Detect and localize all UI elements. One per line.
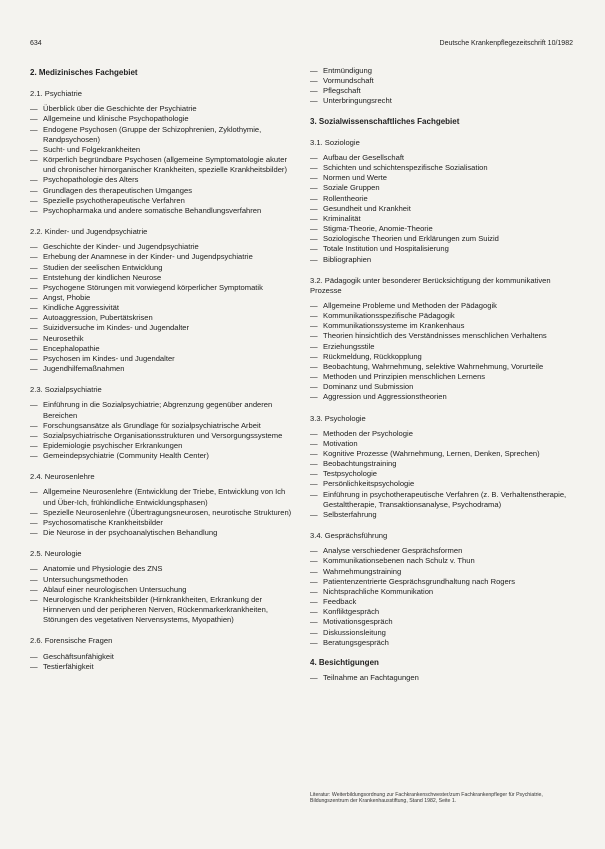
list-item-text: Geschichte der Kinder- und Jugendpsychiatrie (43, 242, 199, 252)
list-item (310, 76, 574, 86)
subsection-heading: 2.1. Psychiatrie (30, 89, 82, 99)
list-item-text: Diskussionsleitung (323, 627, 386, 637)
subsection-heading: 3.4. Gesprächsführung (310, 531, 388, 541)
list-item (30, 175, 292, 185)
list-item (310, 66, 574, 76)
subsection (310, 138, 574, 265)
list-item-text: Beobachtung, Wahrnehmung, selektive Wahrnehmung, Vorurteile (323, 361, 544, 371)
list-item (30, 196, 292, 206)
list-item-text: Aufbau der Gesellschaft (323, 152, 405, 162)
list-item-text: Forschungsansätze als Grundlage für sozialpsychiatrische Arbeit (43, 420, 261, 430)
subsection-heading: 2.6. Forensische Fragen (30, 636, 113, 646)
list-item (310, 255, 574, 265)
list-item (310, 183, 574, 193)
dash-bullet: — (310, 546, 318, 556)
left-column (30, 68, 292, 672)
list-item (310, 331, 574, 341)
dash-bullet: — (30, 242, 38, 252)
list-item-text: Bibliographien (323, 254, 372, 264)
dash-bullet: — (30, 262, 38, 272)
list-item (310, 204, 574, 214)
dash-bullet: — (310, 254, 318, 264)
list-item (310, 342, 574, 352)
subsection-heading: 3.1. Soziologie (310, 137, 360, 147)
dash-bullet: — (30, 507, 38, 517)
list-item (30, 263, 292, 273)
dash-bullet: — (310, 479, 318, 489)
list-item (310, 449, 574, 459)
list-item (310, 587, 574, 597)
dash-bullet: — (310, 96, 318, 106)
list-item-text: Analyse verschiedener Gesprächsformen (323, 546, 463, 556)
dash-bullet: — (310, 163, 318, 173)
list-item (30, 186, 292, 196)
dash-bullet: — (30, 114, 38, 124)
footnote: Literatur: Weiterbildungsordnung zur Fachkrankenschwester/zum Fachkrankenpfleger für Psychiatrie, Bildungszentrum der Krankenhausstiftung, Stand 1982, Seite 1. (310, 792, 543, 805)
dash-bullet: — (30, 420, 38, 430)
list-item (310, 96, 574, 106)
list-item-text: Psychosen im Kindes- und Jugendalter (43, 353, 175, 363)
list-item (30, 585, 292, 595)
dash-bullet: — (30, 252, 38, 262)
dash-bullet: — (310, 509, 318, 519)
list-item (30, 206, 292, 216)
list-item (310, 86, 574, 96)
list-item (30, 125, 292, 145)
subsection-heading: 3.2. Pädagogik unter besonderer Berücksichtigung der kommunikativen Prozesse (310, 275, 551, 295)
dash-bullet: — (310, 244, 318, 254)
list-item (310, 597, 574, 607)
dash-bullet: — (310, 152, 318, 162)
list-item (310, 163, 574, 173)
list-item (310, 469, 574, 479)
list-item-text: Geschäftsunfähigkeit (43, 651, 114, 661)
list-item (30, 293, 292, 303)
subsection (30, 385, 292, 461)
subsection-heading: 3.3. Psychologie (310, 413, 366, 423)
dash-bullet: — (310, 234, 318, 244)
list-item-text: Motivationsgespräch (323, 617, 393, 627)
dash-bullet: — (30, 175, 38, 185)
dash-bullet: — (310, 597, 318, 607)
list-item-text: Testierfähigkeit (43, 661, 94, 671)
dash-bullet: — (310, 224, 318, 234)
list-item-text: Kommunikationsspezifische Pädagogik (323, 311, 455, 321)
dash-bullet: — (310, 86, 318, 96)
list-item (30, 575, 292, 585)
list-item-text: Entstehung der kindlichen Neurose (43, 272, 162, 282)
list-item-text: Angst, Phobie (43, 292, 91, 302)
dash-bullet: — (30, 185, 38, 195)
list-item (310, 607, 574, 617)
list-item (310, 352, 574, 362)
list-item-text: Kognitive Prozesse (Wahrnehmung, Lernen, Denken, Sprechen) (323, 449, 540, 458)
list-item-text: Ablauf einer neurologischen Untersuchung (43, 584, 187, 594)
dash-bullet: — (30, 272, 38, 282)
list-item (310, 459, 574, 469)
list-item-text: Patientenzentrierte Gesprächsgrundhaltung nach Rogers (323, 576, 516, 586)
right-column (310, 66, 574, 683)
list-item-text: Erhebung der Anamnese in der Kinder- und Jugendpsychiatrie (43, 252, 253, 262)
list-item-text: Kriminalität (323, 213, 361, 223)
list-item (30, 441, 292, 451)
list-item-text: Suizidversuche im Kindes- und Jugendalter (43, 323, 190, 333)
list-item-text: Allgemeine Probleme und Methoden der Pädagogik (323, 300, 497, 310)
list-item-text: Teilnahme an Fachtagungen (323, 672, 419, 682)
dash-bullet: — (310, 459, 318, 469)
list-item (310, 546, 574, 556)
dash-bullet: — (310, 331, 318, 341)
dash-bullet: — (310, 341, 318, 351)
list-item-text: Soziologische Theorien und Erklärungen zum Suizid (323, 234, 499, 244)
subsection (310, 531, 574, 648)
list-item (310, 490, 574, 510)
list-item (310, 362, 574, 372)
list-item-text: Entmündigung (323, 66, 372, 75)
running-header: Deutsche Krankenpflegezeitschrift 10/1982 (439, 40, 573, 47)
dash-bullet: — (310, 193, 318, 203)
list-item-text: Stigma-Theorie, Anomie-Theorie (323, 224, 433, 234)
dash-bullet: — (30, 313, 38, 323)
list-item (30, 508, 292, 518)
dash-bullet: — (310, 469, 318, 479)
list-item (310, 173, 574, 183)
list-item (30, 303, 292, 313)
list-item (30, 104, 292, 114)
list-item (30, 595, 292, 625)
subsection (310, 414, 574, 521)
dash-bullet: — (30, 400, 38, 410)
dash-bullet: — (310, 203, 318, 213)
list-item (310, 617, 574, 627)
dash-bullet: — (310, 449, 318, 458)
list-item (30, 242, 292, 252)
list-item (30, 400, 292, 420)
list-item (30, 283, 292, 293)
list-item (30, 323, 292, 333)
subsection (310, 276, 574, 403)
list-item (310, 439, 574, 449)
list-item (30, 431, 292, 441)
list-item-text: Körperlich begründbare Psychosen (allgemeine Symptomatologie akuter und chronischer hirnorganischer Krankheiten, spezielle Krankheitsbilder) (43, 155, 287, 175)
list-item-text: Psychopathologie des Alters (43, 175, 139, 185)
list-item (310, 510, 574, 520)
dash-bullet: — (30, 430, 38, 440)
list-item (310, 321, 574, 331)
list-item-text: Psychosomatische Krankheitsbilder (43, 517, 163, 527)
dash-bullet: — (310, 617, 318, 627)
section-title-4: 4. Besichtigungen (310, 657, 379, 667)
continued-list (310, 66, 574, 107)
list-item-text: Testpsychologie (323, 469, 378, 479)
list-item-text: Normen und Werte (323, 173, 388, 183)
list-item (30, 155, 292, 175)
list-item (310, 244, 574, 254)
dash-bullet: — (30, 205, 38, 215)
dash-bullet: — (30, 564, 38, 574)
dash-bullet: — (30, 353, 38, 363)
list-item-text: Allgemeine und klinische Psychopathologie (43, 114, 189, 124)
subsection (30, 472, 292, 538)
list-item-text: Aggression und Aggressionstheorien (323, 392, 447, 402)
list-item-text: Kindliche Aggressivität (43, 303, 119, 313)
list-item (310, 153, 574, 163)
dash-bullet: — (310, 586, 318, 596)
list-item (30, 273, 292, 283)
list-item-text: Persönlichkeitspsychologie (323, 479, 415, 489)
dash-bullet: — (30, 441, 38, 450)
list-item-text: Spezielle psychotherapeutische Verfahren (43, 195, 185, 205)
subsection (30, 227, 292, 374)
list-item-text: Jugendhilfemaßnahmen (43, 364, 125, 374)
list-item (30, 518, 292, 528)
list-item (310, 673, 574, 683)
dash-bullet: — (310, 372, 318, 382)
list-item-text: Erziehungsstile (323, 341, 375, 351)
list-item (310, 301, 574, 311)
page-number: 634 (30, 40, 42, 47)
dash-bullet: — (30, 528, 38, 538)
list-item (310, 194, 574, 204)
list-item (30, 451, 292, 461)
subsection (30, 636, 292, 671)
dash-bullet: — (310, 428, 318, 438)
list-item-text: Beratungsgespräch (323, 637, 389, 647)
list-item (30, 487, 292, 507)
list-item-text: Methoden der Psychologie (323, 428, 413, 438)
section-4-list (310, 673, 574, 683)
dash-bullet: — (30, 333, 38, 343)
list-item-text: Sozialpsychiatrische Organisationsstrukturen und Versorgungssysteme (43, 430, 283, 440)
dash-bullet: — (310, 566, 318, 576)
dash-bullet: — (30, 364, 38, 374)
list-item (30, 313, 292, 323)
dash-bullet: — (30, 517, 38, 527)
list-item-text: Beobachtungstraining (323, 459, 397, 469)
section-title-2: 2. Medizinisches Fachgebiet (30, 68, 138, 77)
dash-bullet: — (310, 392, 318, 402)
dash-bullet: — (310, 311, 318, 321)
list-item-text: Anatomie und Physiologie des ZNS (43, 564, 163, 574)
dash-bullet: — (30, 195, 38, 205)
subsection-heading: 2.4. Neurosenlehre (30, 472, 95, 482)
list-item-text: Dominanz und Submission (323, 382, 414, 392)
dash-bullet: — (310, 607, 318, 617)
dash-bullet: — (30, 574, 38, 584)
list-item-text: Kommunikationsebenen nach Schulz v. Thun (323, 556, 475, 566)
list-item-text: Neurologische Krankheitsbilder (Hirnkrankheiten, Erkrankung der Hirnnerven und der peripheren Nerven, Rückenmarkerkrankheiten, Störungen des vegetativen Nervensystems, Myopathien) (43, 594, 268, 625)
dash-bullet: — (30, 651, 38, 661)
list-item (30, 145, 292, 155)
list-item (310, 372, 574, 382)
list-item (310, 429, 574, 439)
list-item-text: Gemeindepsychiatrie (Community Health Center) (43, 451, 209, 461)
list-item-text: Autoaggression, Pubertätskrisen (43, 313, 153, 323)
dash-bullet: — (310, 361, 318, 371)
list-item (310, 234, 574, 244)
list-item-text: Motivation (323, 438, 358, 448)
dash-bullet: — (310, 672, 318, 682)
list-item (30, 114, 292, 124)
list-item-text: Einführung in psychotherapeutische Verfahren (z. B. Verhaltenstherapie, Gestalttherapie, Transaktionsanalyse, Psychodrama) (323, 489, 567, 509)
list-item-text: Nichtsprachliche Kommunikation (323, 586, 434, 596)
list-item (310, 577, 574, 587)
list-item-text: Psychopharmaka und andere somatische Behandlungsverfahren (43, 205, 262, 215)
list-item-text: Gesundheit und Krankheit (323, 203, 411, 213)
list-item-text: Totale Institution und Hospitalisierung (323, 244, 449, 254)
list-item-text: Die Neurose in der psychoanalytischen Behandlung (43, 528, 218, 538)
dash-bullet: — (30, 282, 38, 292)
list-item (30, 354, 292, 364)
list-item-text: Unterbringungsrecht (323, 96, 392, 106)
section-title-3: 3. Sozialwissenschaftliches Fachgebiet (310, 116, 460, 126)
list-item (310, 556, 574, 566)
list-item-text: Schichten und schichtenspezifische Sozialisation (323, 163, 488, 173)
dash-bullet: — (310, 556, 318, 566)
dash-bullet: — (310, 637, 318, 647)
subsection (30, 549, 292, 625)
dash-bullet: — (310, 351, 318, 361)
dash-bullet: — (310, 438, 318, 448)
list-item (30, 421, 292, 431)
list-item (30, 528, 292, 538)
list-item-text: Pflegschaft (323, 86, 361, 96)
list-item (310, 224, 574, 234)
list-item-text: Überblick über die Geschichte der Psychiatrie (43, 104, 197, 114)
list-item (30, 344, 292, 354)
dash-bullet: — (310, 76, 318, 86)
dash-bullet: — (30, 144, 38, 154)
list-item-text: Endogene Psychosen (Gruppe der Schizophrenien, Zyklothymie, Randpsychosen) (43, 124, 262, 144)
dash-bullet: — (30, 343, 38, 353)
dash-bullet: — (310, 627, 318, 637)
list-item (310, 567, 574, 577)
dash-bullet: — (30, 303, 38, 313)
dash-bullet: — (310, 213, 318, 223)
list-item-text: Selbsterfahrung (323, 509, 377, 519)
list-item-text: Neurosethik (43, 333, 84, 343)
list-item-text: Konfliktgespräch (323, 607, 380, 617)
dash-bullet: — (30, 155, 38, 165)
list-item-text: Psychogene Störungen mit vorwiegend körperlicher Symptomatik (43, 282, 263, 292)
dash-bullet: — (30, 661, 38, 671)
dash-bullet: — (30, 594, 38, 604)
list-item-text: Encephalopathie (43, 343, 100, 353)
list-item (310, 392, 574, 402)
list-item (30, 364, 292, 374)
list-item (30, 652, 292, 662)
dash-bullet: — (310, 173, 318, 183)
list-item-text: Kommunikationssysteme im Krankenhaus (323, 321, 465, 331)
list-item (310, 311, 574, 321)
list-item (310, 628, 574, 638)
list-item (30, 662, 292, 672)
list-item (30, 334, 292, 344)
dash-bullet: — (310, 382, 318, 392)
list-item-text: Epidemiologie psychischer Erkrankungen (43, 441, 183, 450)
list-item-text: Feedback (323, 597, 357, 607)
list-item (310, 382, 574, 392)
list-item-text: Untersuchungsmethoden (43, 574, 128, 584)
dash-bullet: — (310, 66, 318, 75)
subsection-heading: 2.3. Sozialpsychiatrie (30, 385, 102, 395)
list-item-text: Soziale Gruppen (323, 183, 380, 193)
list-item-text: Spezielle Neurosenlehre (Übertragungsneurosen, neurotische Strukturen) (43, 507, 292, 517)
dash-bullet: — (30, 584, 38, 594)
list-item (310, 214, 574, 224)
list-item-text: Theorien hinsichtlich des Verständnisses menschlichen Verhaltens (323, 331, 547, 341)
dash-bullet: — (30, 124, 38, 134)
list-item-text: Grundlagen des therapeutischen Umganges (43, 185, 193, 195)
subsection-heading: 2.2. Kinder- und Jugendpsychiatrie (30, 227, 148, 237)
list-item-text: Allgemeine Neurosenlehre (Entwicklung der Triebe, Entwicklung von Ich und Über-Ich, frühkindliche Entwicklungsphasen) (43, 487, 286, 507)
subsection-heading: 2.5. Neurologie (30, 549, 82, 559)
dash-bullet: — (310, 489, 318, 499)
list-item-text: Wahrnehmungstraining (323, 566, 402, 576)
list-item-text: Rückmeldung, Rückkopplung (323, 351, 422, 361)
list-item-text: Methoden und Prinzipien menschlichen Lernens (323, 372, 486, 382)
subsection (30, 89, 292, 216)
list-item (30, 564, 292, 574)
list-item-text: Sucht- und Folgekrankheiten (43, 144, 141, 154)
dash-bullet: — (30, 451, 38, 461)
list-item (310, 638, 574, 648)
dash-bullet: — (310, 576, 318, 586)
list-item-text: Rollentheorie (323, 193, 368, 203)
dash-bullet: — (30, 292, 38, 302)
dash-bullet: — (310, 183, 318, 193)
list-item-text: Einführung in die Sozialpsychiatrie; Abgrenzung gegenüber anderen Bereichen (43, 400, 273, 420)
list-item (30, 252, 292, 262)
sections-3 (310, 138, 574, 648)
list-item-text: Studien der seelischen Entwicklung (43, 262, 163, 272)
list-item-text: Vormundschaft (323, 76, 374, 86)
dash-bullet: — (310, 321, 318, 331)
dash-bullet: — (310, 300, 318, 310)
dash-bullet: — (30, 104, 38, 114)
list-item (310, 479, 574, 489)
dash-bullet: — (30, 487, 38, 497)
dash-bullet: — (30, 323, 38, 333)
